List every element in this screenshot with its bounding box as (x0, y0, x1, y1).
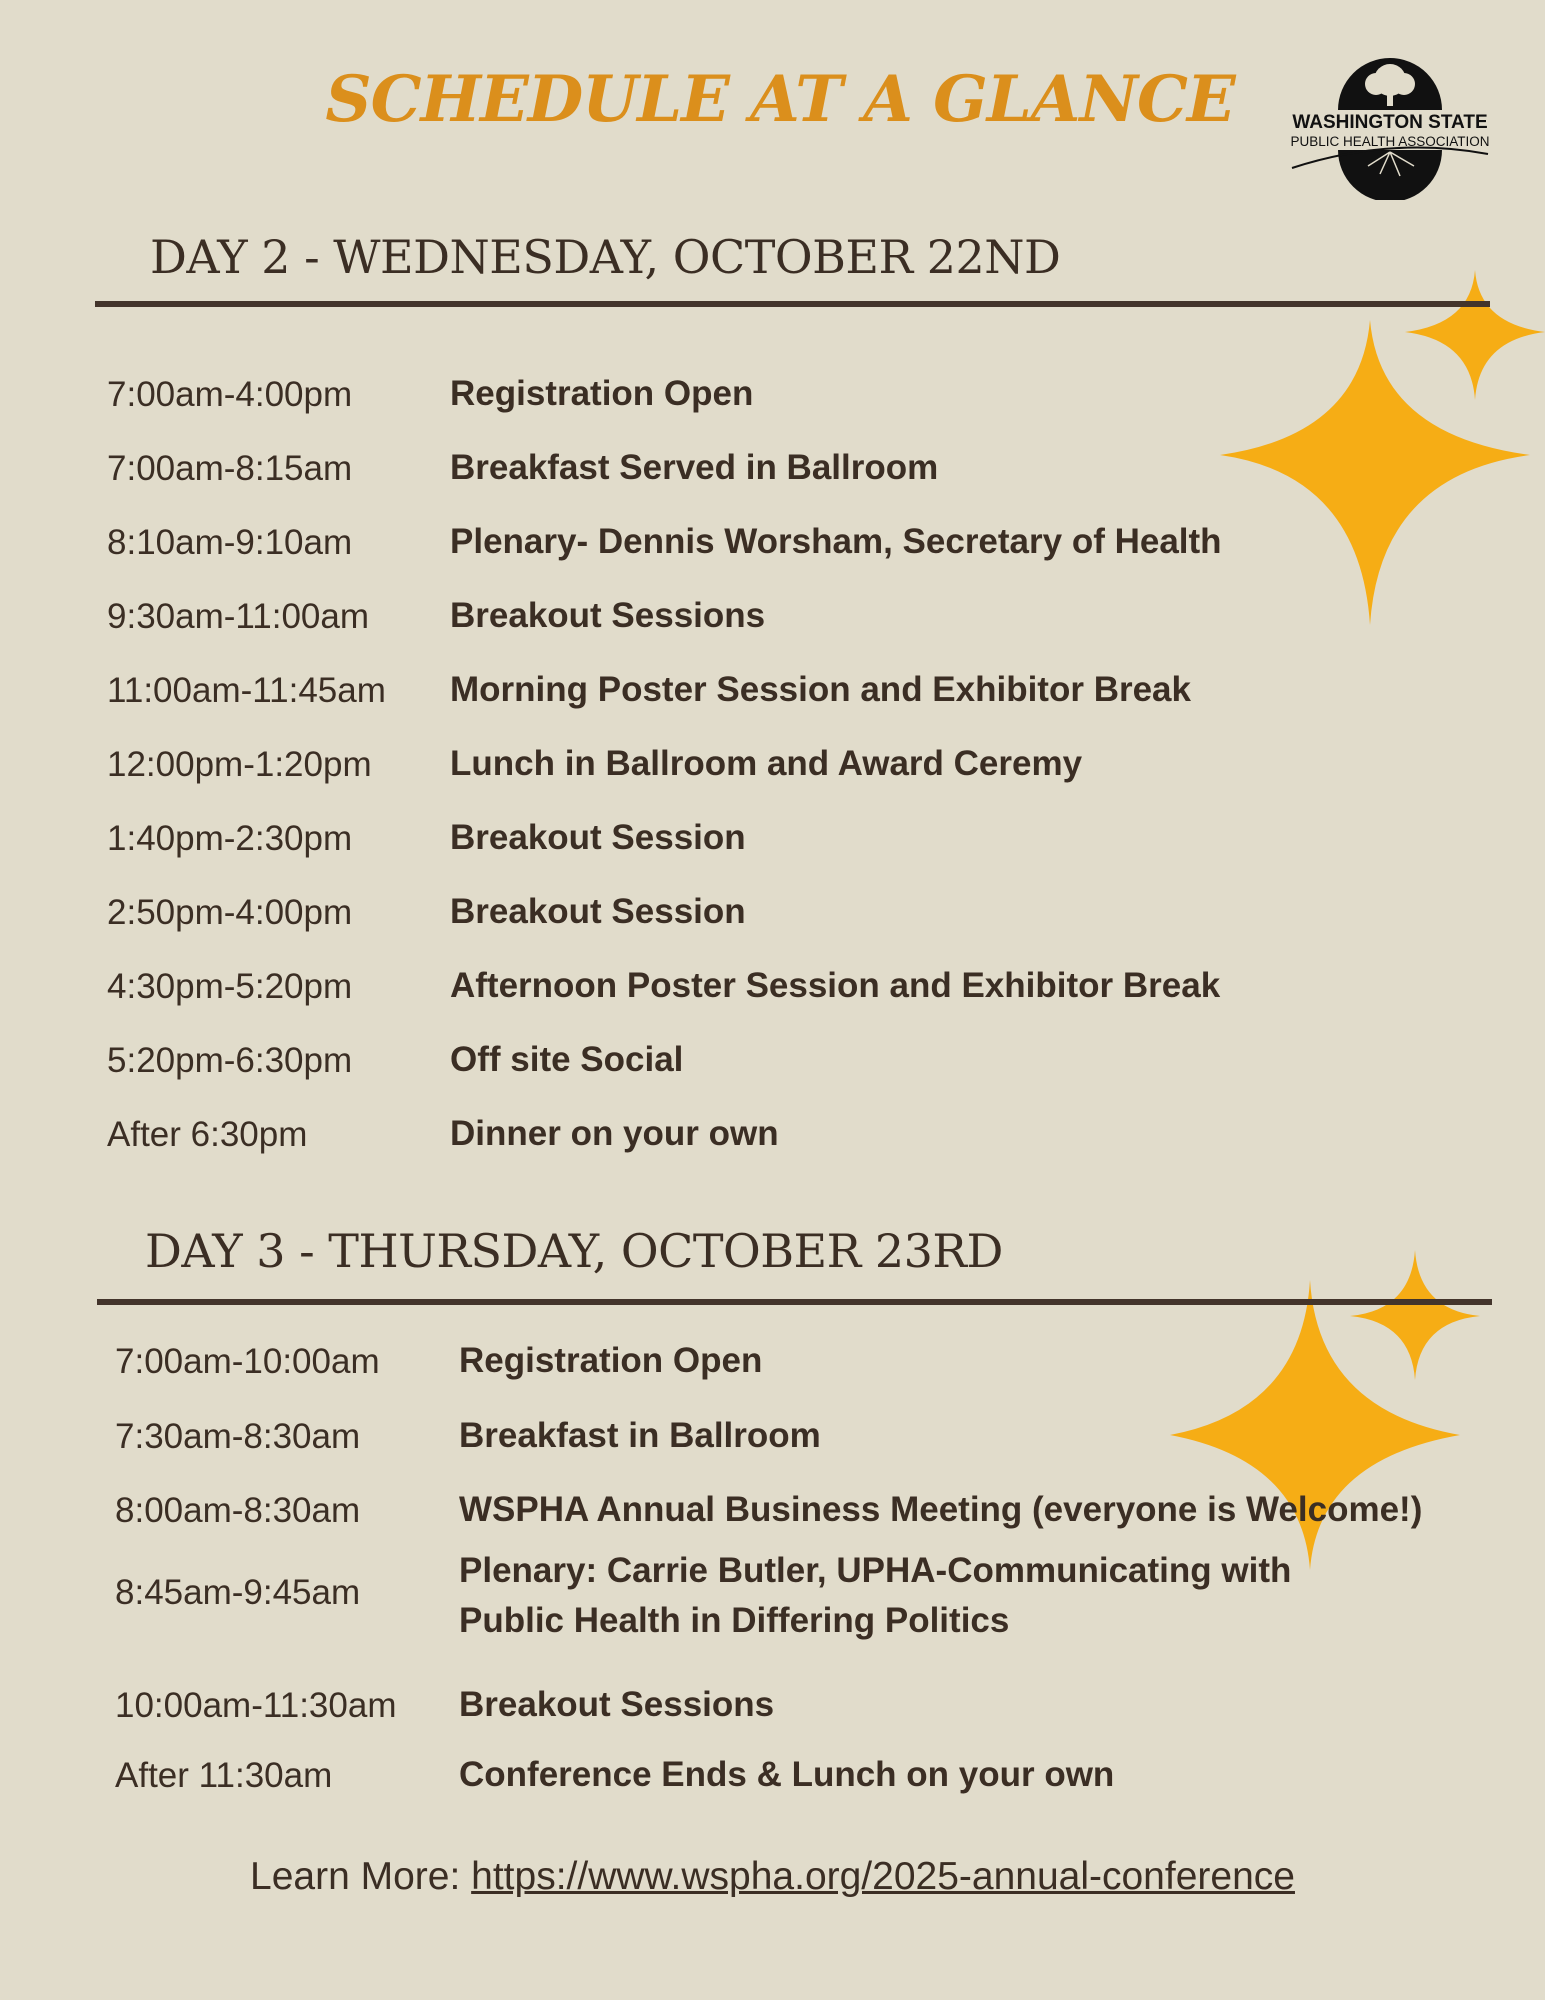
schedule-time: 7:00am-4:00pm (107, 375, 353, 414)
schedule-time: 2:50pm-4:00pm (107, 893, 353, 932)
day-3-heading: DAY 3 - THURSDAY, OCTOBER 23RD (145, 1224, 1003, 1278)
schedule-time: 12:00pm-1:20pm (107, 745, 372, 784)
schedule-time: 1:40pm-2:30pm (107, 819, 353, 858)
schedule-event: Registration Open (450, 374, 754, 413)
schedule-time: 7:00am-10:00am (115, 1342, 380, 1381)
wspha-logo (1280, 50, 1500, 200)
schedule-event: WSPHA Annual Business Meeting (everyone is Welcome!) (459, 1490, 1423, 1529)
schedule-event: Registration Open (459, 1341, 763, 1380)
logo-line-2: PUBLIC HEALTH ASSOCIATION (1290, 134, 1490, 149)
schedule-event: Breakfast in Ballroom (459, 1416, 821, 1455)
schedule-time: 4:30pm-5:20pm (107, 967, 353, 1006)
day-2-heading: DAY 2 - WEDNESDAY, OCTOBER 22ND (150, 230, 1061, 284)
schedule-event: Dinner on your own (450, 1114, 779, 1153)
schedule-time: After 6:30pm (107, 1115, 308, 1154)
schedule-event: Breakout Session (450, 818, 746, 857)
schedule-time: 11:00am-11:45am (107, 671, 386, 710)
schedule-event: Breakfast Served in Ballroom (450, 448, 939, 487)
schedule-event: Conference Ends & Lunch on your own (459, 1755, 1115, 1794)
schedule-time: 7:00am-8:15am (107, 449, 353, 488)
schedule-event: Breakout Session (450, 892, 746, 931)
learn-more (0, 1855, 1545, 1899)
schedule-event: Plenary- Dennis Worsham, Secretary of Health (450, 522, 1222, 561)
schedule-time: 7:30am-8:30am (115, 1417, 361, 1456)
schedule-time: After 11:30am (115, 1756, 333, 1795)
schedule-event: Off site Social (450, 1040, 684, 1079)
day-3-rule (97, 1299, 1492, 1305)
schedule-event: Breakout Sessions (459, 1685, 775, 1724)
schedule-time: 8:10am-9:10am (107, 523, 353, 562)
schedule-event: Breakout Sessions (450, 596, 766, 635)
schedule-time: 10:00am-11:30am (115, 1686, 397, 1725)
schedule-time: 8:45am-9:45am (115, 1573, 361, 1612)
page-title: SCHEDULE AT A GLANCE (325, 62, 1235, 137)
conference-link[interactable]: https://www.wspha.org/2025-annual-conference (471, 1855, 1295, 1898)
schedule-time: 9:30am-11:00am (107, 597, 370, 636)
schedule-event-line-2: Public Health in Differing Politics (459, 1601, 1010, 1640)
day-2-rule (95, 301, 1490, 307)
schedule-event: Lunch in Ballroom and Award Ceremy (450, 744, 1083, 783)
schedule-event: Morning Poster Session and Exhibitor Break (450, 670, 1191, 709)
logo-line-1: WASHINGTON STATE (1292, 112, 1488, 133)
learn-more-label: Learn More: (250, 1855, 472, 1898)
schedule-time: 5:20pm-6:30pm (107, 1041, 353, 1080)
schedule-event: Afternoon Poster Session and Exhibitor Break (450, 966, 1221, 1005)
schedule-event: Plenary: Carrie Butler, UPHA-Communicating with (459, 1551, 1292, 1590)
schedule-time: 8:00am-8:30am (115, 1491, 361, 1530)
sparkle-large-icon (1185, 270, 1545, 630)
